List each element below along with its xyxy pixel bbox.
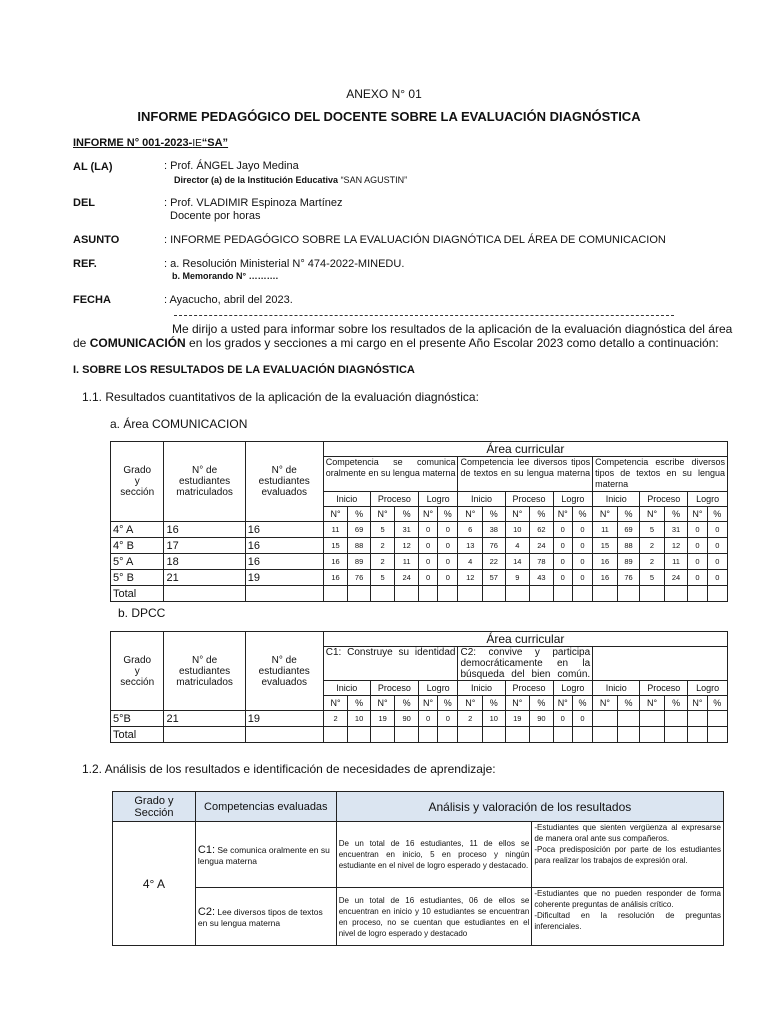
total-cell xyxy=(370,727,395,743)
value-cell: 0 xyxy=(707,554,727,570)
value-cell: 0 xyxy=(572,538,592,554)
subsection-1-1: 1.1. Resultados cuantitativos de la aplicación de la evaluación diagnóstica: xyxy=(82,390,479,404)
analysis-grade: 4° A xyxy=(113,822,196,946)
value-cell: 0 xyxy=(572,554,592,570)
count-header: N° xyxy=(505,696,530,711)
total-cell xyxy=(458,727,483,743)
total-cell xyxy=(395,586,419,602)
level-header: Logro xyxy=(418,681,458,696)
competency-header: C1: Construye su identidad xyxy=(323,647,458,681)
value-cell: 0 xyxy=(418,570,437,586)
value-cell: 0 xyxy=(688,554,707,570)
evaluated-cell: 19 xyxy=(245,711,323,727)
level-header: Proceso xyxy=(640,681,688,696)
value-cell xyxy=(664,711,688,727)
value-cell: 90 xyxy=(530,711,554,727)
value-cell: 76 xyxy=(483,538,505,554)
analysis-competency: C1: Se comunica oralmente en su lengua materna xyxy=(195,822,336,888)
level-header: Proceso xyxy=(505,492,553,507)
enrolled-cell: 18 xyxy=(164,554,245,570)
results-table-comunicacion xyxy=(110,441,728,602)
ref-value: : a. Resolución Ministerial N° 474-2022-MINEDU. xyxy=(164,258,405,270)
percent-header: % xyxy=(617,507,639,522)
separator-line xyxy=(174,315,674,316)
value-cell: 10 xyxy=(483,711,505,727)
competency-header: Competencia escribe diversos tipos de textos en su lengua materna xyxy=(593,457,728,492)
evaluated-cell: 16 xyxy=(245,538,323,554)
level-header: Inicio xyxy=(323,681,370,696)
area-header: Área curricular xyxy=(323,632,727,647)
total-cell xyxy=(553,727,572,743)
percent-header: % xyxy=(664,696,688,711)
to-sub: Director (a) de la Institución Educativa “SAN AGUSTIN” xyxy=(174,175,408,185)
total-cell xyxy=(572,727,592,743)
analysis-text: De un total de 16 estudiantes, 06 de ellos se encuentran en inicio y 10 estudiantes se encuentran en proceso, no se cuentan que estudiantes en el nivel de logro esperado y destacado xyxy=(336,888,532,946)
value-cell: 69 xyxy=(617,522,639,538)
enrolled-cell: 21 xyxy=(164,570,245,586)
value-cell: 12 xyxy=(395,538,419,554)
total-cell xyxy=(617,586,639,602)
grade-cell: 4° A xyxy=(111,522,164,538)
enrolled-cell: 21 xyxy=(164,711,245,727)
evaluated-cell: 19 xyxy=(245,570,323,586)
value-cell xyxy=(688,711,707,727)
total-cell xyxy=(245,727,323,743)
total-cell xyxy=(505,586,530,602)
total-cell xyxy=(688,586,707,602)
total-cell xyxy=(664,586,688,602)
total-cell xyxy=(530,586,554,602)
table-row xyxy=(111,554,728,570)
value-cell: 43 xyxy=(530,570,554,586)
total-cell xyxy=(707,586,727,602)
value-cell: 4 xyxy=(505,538,530,554)
count-header: N° xyxy=(553,507,572,522)
total-cell xyxy=(370,586,395,602)
analysis-grade-header: Grado y Sección xyxy=(113,792,196,822)
value-cell: 11 xyxy=(593,522,618,538)
total-cell xyxy=(418,586,437,602)
grade-header: Grado y sección xyxy=(111,632,164,711)
analysis-table xyxy=(112,791,724,946)
value-cell: 0 xyxy=(438,570,458,586)
value-cell: 0 xyxy=(572,522,592,538)
subject-value: : INFORME PEDAGÓGICO SOBRE LA EVALUACIÓN DIAGNÓTICA DEL ÁREA DE COMUNICACION xyxy=(164,234,666,246)
percent-header: % xyxy=(483,507,505,522)
analysis-results-header: Análisis y valoración de los resultados xyxy=(336,792,723,822)
value-cell: 2 xyxy=(640,538,665,554)
value-cell: 31 xyxy=(664,522,688,538)
evaluated-cell: 16 xyxy=(245,522,323,538)
value-cell: 19 xyxy=(370,711,395,727)
value-cell: 0 xyxy=(553,522,572,538)
percent-header: % xyxy=(572,507,592,522)
total-cell xyxy=(418,727,437,743)
results-table-dpcc xyxy=(110,631,728,743)
total-cell xyxy=(664,727,688,743)
date-value: : Ayacucho, abril del 2023. xyxy=(164,294,293,306)
grade-cell: 4° B xyxy=(111,538,164,554)
value-cell: 24 xyxy=(530,538,554,554)
count-header: N° xyxy=(418,507,437,522)
from-value: : Prof. VLADIMIR Espinoza Martínez xyxy=(164,197,343,209)
to-label: AL (LA) xyxy=(73,161,113,173)
count-header: N° xyxy=(688,696,707,711)
value-cell: 9 xyxy=(505,570,530,586)
total-cell xyxy=(458,586,483,602)
to-value: : Prof. ÁNGEL Jayo Medina xyxy=(164,160,299,172)
value-cell: 10 xyxy=(348,711,370,727)
count-header: N° xyxy=(640,696,665,711)
value-cell: 76 xyxy=(617,570,639,586)
percent-header: % xyxy=(707,507,727,522)
value-cell: 90 xyxy=(395,711,419,727)
analysis-text: De un total de 16 estudiantes, 11 de ellos se encuentran en inicio, 5 en proceso y ningún estudiante en el nivel de logro esperado y destacado. xyxy=(336,822,532,888)
table-row xyxy=(111,570,728,586)
total-cell xyxy=(640,586,665,602)
level-header: Proceso xyxy=(370,492,418,507)
percent-header: % xyxy=(664,507,688,522)
total-cell xyxy=(640,727,665,743)
subsection-a: a. Área COMUNICACION xyxy=(110,417,248,431)
percent-header: % xyxy=(348,507,370,522)
value-cell: 15 xyxy=(593,538,618,554)
total-label: Total xyxy=(111,586,164,602)
intro-line2: de COMUNICACIÓN en los grados y secciones a mi cargo en el presente Año Escolar 2023 como detallo a continuación: xyxy=(73,336,719,350)
value-cell: 5 xyxy=(640,570,665,586)
table-row xyxy=(111,538,728,554)
level-header: Logro xyxy=(553,492,593,507)
count-header: N° xyxy=(323,696,348,711)
count-header: N° xyxy=(458,696,483,711)
value-cell xyxy=(593,711,618,727)
count-header: N° xyxy=(458,507,483,522)
count-header: N° xyxy=(370,696,395,711)
percent-header: % xyxy=(395,696,419,711)
total-cell xyxy=(688,727,707,743)
area-header: Área curricular xyxy=(323,442,727,457)
total-cell xyxy=(438,727,458,743)
percent-header: % xyxy=(438,507,458,522)
level-header: Inicio xyxy=(458,492,505,507)
level-header: Logro xyxy=(688,681,728,696)
level-header: Logro xyxy=(553,681,593,696)
value-cell: 0 xyxy=(438,554,458,570)
annex-label: ANEXO N° 01 xyxy=(346,87,422,101)
value-cell: 0 xyxy=(553,554,572,570)
grade-header: Grado y sección xyxy=(111,442,164,522)
ref-sub: b. Memorando N° ………. xyxy=(172,271,279,281)
total-cell xyxy=(323,586,348,602)
enrolled-cell: 16 xyxy=(164,522,245,538)
value-cell: 0 xyxy=(553,711,572,727)
value-cell: 2 xyxy=(640,554,665,570)
value-cell: 0 xyxy=(688,522,707,538)
percent-header: % xyxy=(707,696,727,711)
level-header: Proceso xyxy=(505,681,553,696)
percent-header: % xyxy=(530,696,554,711)
value-cell: 69 xyxy=(348,522,370,538)
total-label: Total xyxy=(111,727,164,743)
value-cell: 6 xyxy=(458,522,483,538)
level-header: Logro xyxy=(688,492,728,507)
percent-header: % xyxy=(483,696,505,711)
subject-label: ASUNTO xyxy=(73,234,120,246)
value-cell: 5 xyxy=(370,522,395,538)
value-cell: 0 xyxy=(418,554,437,570)
total-cell xyxy=(617,727,639,743)
value-cell: 22 xyxy=(483,554,505,570)
level-header: Logro xyxy=(418,492,458,507)
total-row xyxy=(111,586,728,602)
level-header: Proceso xyxy=(370,681,418,696)
document-title: INFORME PEDAGÓGICO DEL DOCENTE SOBRE LA EVALUACIÓN DIAGNÓSTICA xyxy=(137,109,641,124)
value-cell: 0 xyxy=(553,538,572,554)
count-header: N° xyxy=(688,507,707,522)
total-cell xyxy=(593,586,618,602)
value-cell: 0 xyxy=(418,522,437,538)
learning-needs: -Estudiantes que no pueden responder de forma coherente preguntas de análisis crítico. -Dificultad en la resolución de preguntas inferenciales. xyxy=(532,888,724,946)
from-sub: Docente por horas xyxy=(170,210,261,222)
enrolled-cell: 17 xyxy=(164,538,245,554)
enrolled-header: N° de estudiantes matriculados xyxy=(164,632,245,711)
count-header: N° xyxy=(593,507,618,522)
competency-header xyxy=(593,647,728,681)
level-header: Inicio xyxy=(593,492,640,507)
analysis-competency-header: Competencias evaluadas xyxy=(195,792,336,822)
value-cell: 11 xyxy=(664,554,688,570)
total-cell xyxy=(593,727,618,743)
from-label: DEL xyxy=(73,197,95,209)
value-cell: 2 xyxy=(458,711,483,727)
report-number: INFORME N° 001-2023-IE“SA” xyxy=(73,137,229,149)
value-cell: 16 xyxy=(323,570,348,586)
value-cell: 38 xyxy=(483,522,505,538)
total-cell xyxy=(245,586,323,602)
count-header: N° xyxy=(370,507,395,522)
percent-header: % xyxy=(438,696,458,711)
value-cell: 31 xyxy=(395,522,419,538)
total-cell xyxy=(553,586,572,602)
grade-cell: 5° A xyxy=(111,554,164,570)
value-cell: 19 xyxy=(505,711,530,727)
value-cell: 0 xyxy=(418,711,437,727)
value-cell: 0 xyxy=(707,522,727,538)
total-cell xyxy=(438,586,458,602)
value-cell: 0 xyxy=(438,522,458,538)
value-cell: 0 xyxy=(707,538,727,554)
value-cell: 0 xyxy=(688,538,707,554)
percent-header: % xyxy=(572,696,592,711)
value-cell: 57 xyxy=(483,570,505,586)
total-cell xyxy=(348,586,370,602)
intro-line1: Me dirijo a usted para informar sobre los resultados de la aplicación de la evaluación diagnóstica del área xyxy=(172,322,733,336)
total-row xyxy=(111,727,728,743)
total-cell xyxy=(164,586,245,602)
count-header: N° xyxy=(505,507,530,522)
analysis-competency: C2: Lee diversos tipos de textos en su lengua materna xyxy=(195,888,336,946)
value-cell: 11 xyxy=(323,522,348,538)
value-cell: 62 xyxy=(530,522,554,538)
value-cell: 14 xyxy=(505,554,530,570)
subsection-1-2: 1.2. Análisis de los resultados e identificación de necesidades de aprendizaje: xyxy=(82,762,496,776)
competency-header: Competencia lee diversos tipos de textos en su lengua materna xyxy=(458,457,593,492)
value-cell: 0 xyxy=(572,711,592,727)
ref-label: REF. xyxy=(73,258,97,270)
value-cell: 2 xyxy=(370,554,395,570)
value-cell: 16 xyxy=(593,554,618,570)
count-header: N° xyxy=(418,696,437,711)
value-cell: 89 xyxy=(348,554,370,570)
total-cell xyxy=(323,727,348,743)
value-cell: 78 xyxy=(530,554,554,570)
value-cell: 11 xyxy=(395,554,419,570)
value-cell: 4 xyxy=(458,554,483,570)
date-label: FECHA xyxy=(73,294,111,306)
percent-header: % xyxy=(617,696,639,711)
value-cell xyxy=(640,711,665,727)
value-cell: 15 xyxy=(323,538,348,554)
value-cell: 88 xyxy=(348,538,370,554)
grade-cell: 5°B xyxy=(111,711,164,727)
value-cell: 0 xyxy=(438,711,458,727)
total-cell xyxy=(572,586,592,602)
percent-header: % xyxy=(395,507,419,522)
grade-cell: 5° B xyxy=(111,570,164,586)
total-cell xyxy=(164,727,245,743)
learning-needs: -Estudiantes que sienten vergüenza al expresarse de manera oral ante sus compañeros. -Poca predisposición por parte de los estudiantes para realizar los trabajos de expresión oral. xyxy=(532,822,724,888)
total-cell xyxy=(348,727,370,743)
total-cell xyxy=(530,727,554,743)
evaluated-cell: 16 xyxy=(245,554,323,570)
value-cell: 0 xyxy=(553,570,572,586)
value-cell: 2 xyxy=(323,711,348,727)
percent-header: % xyxy=(530,507,554,522)
value-cell xyxy=(617,711,639,727)
table-row xyxy=(111,711,728,727)
count-header: N° xyxy=(323,507,348,522)
value-cell: 0 xyxy=(438,538,458,554)
level-header: Inicio xyxy=(458,681,505,696)
section1-heading: I. SOBRE LOS RESULTADOS DE LA EVALUACIÓN DIAGNÓSTICA xyxy=(73,364,415,376)
count-header: N° xyxy=(593,696,618,711)
value-cell: 0 xyxy=(688,570,707,586)
value-cell: 2 xyxy=(370,538,395,554)
evaluated-header: N° de estudiantes evaluados xyxy=(245,442,323,522)
value-cell: 0 xyxy=(418,538,437,554)
value-cell: 5 xyxy=(370,570,395,586)
count-header: N° xyxy=(553,696,572,711)
value-cell: 0 xyxy=(707,570,727,586)
value-cell: 76 xyxy=(348,570,370,586)
value-cell: 12 xyxy=(664,538,688,554)
level-header: Inicio xyxy=(323,492,370,507)
competency-header: Competencia se comunica oralmente en su lengua materna xyxy=(323,457,458,492)
value-cell: 12 xyxy=(458,570,483,586)
evaluated-header: N° de estudiantes evaluados xyxy=(245,632,323,711)
value-cell: 24 xyxy=(395,570,419,586)
value-cell: 10 xyxy=(505,522,530,538)
value-cell: 5 xyxy=(640,522,665,538)
competency-header: C2: convive y participa democráticamente en la búsqueda del bien común. xyxy=(458,647,593,681)
total-cell xyxy=(483,586,505,602)
level-header: Inicio xyxy=(593,681,640,696)
enrolled-header: N° de estudiantes matriculados xyxy=(164,442,245,522)
value-cell: 16 xyxy=(323,554,348,570)
table-row xyxy=(111,522,728,538)
count-header: N° xyxy=(640,507,665,522)
value-cell: 88 xyxy=(617,538,639,554)
total-cell xyxy=(707,727,727,743)
level-header: Proceso xyxy=(640,492,688,507)
value-cell: 0 xyxy=(572,570,592,586)
value-cell: 24 xyxy=(664,570,688,586)
subsection-b: b. DPCC xyxy=(118,606,166,620)
value-cell: 13 xyxy=(458,538,483,554)
total-cell xyxy=(505,727,530,743)
percent-header: % xyxy=(348,696,370,711)
value-cell: 89 xyxy=(617,554,639,570)
value-cell: 16 xyxy=(593,570,618,586)
total-cell xyxy=(483,727,505,743)
total-cell xyxy=(395,727,419,743)
value-cell xyxy=(707,711,727,727)
